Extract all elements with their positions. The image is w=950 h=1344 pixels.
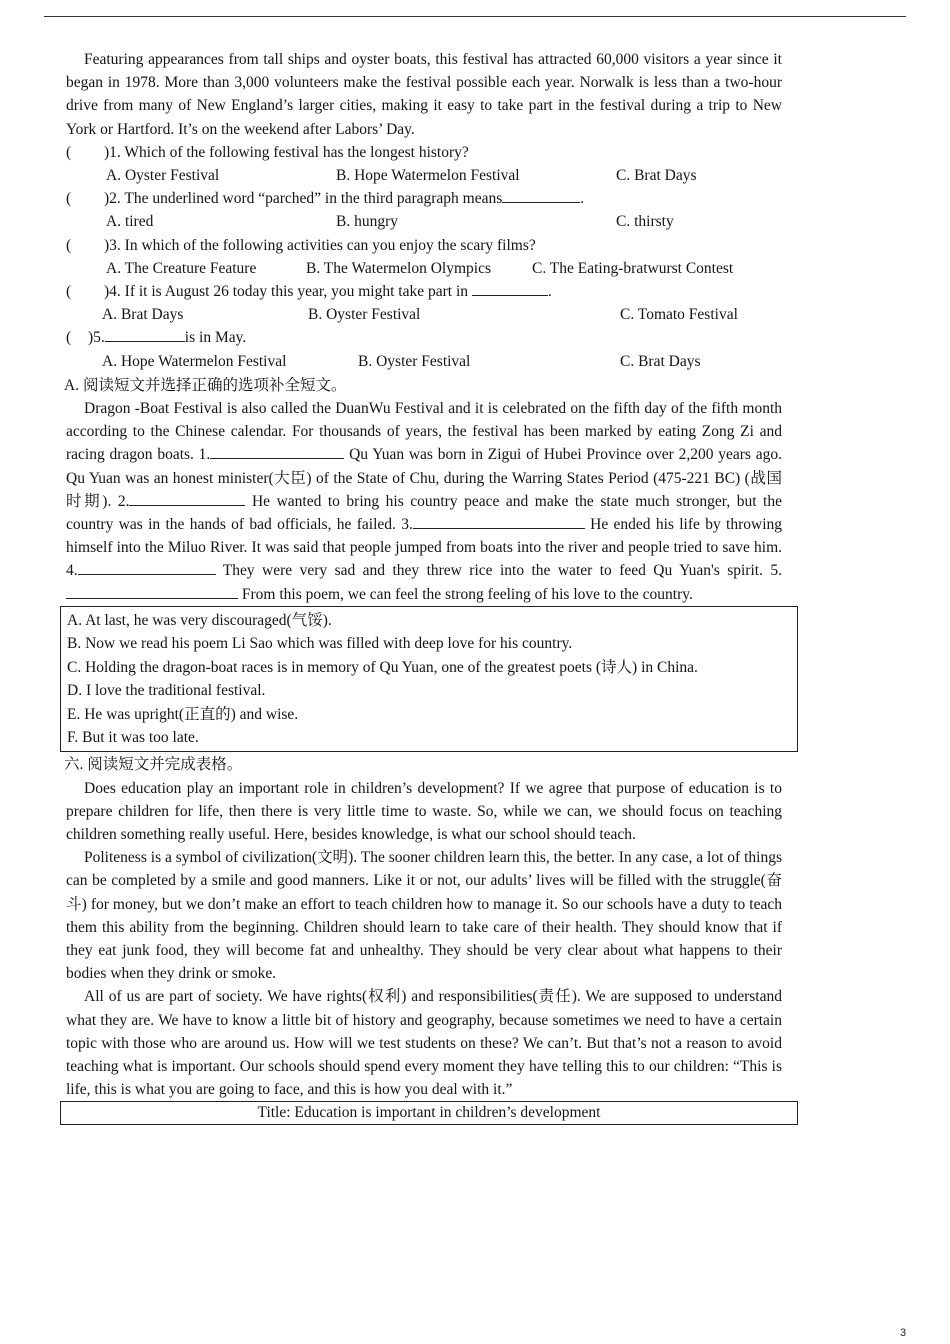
- option: A. The Creature Feature: [106, 259, 257, 277]
- answer-blank[interactable]: [502, 187, 580, 203]
- section-6-paragraph-3: All of us are part of society. We have rights(权利) and responsibilities(责任). We are supposed to understand what they are. We have to know a little bit of history and geography, because sometimes we need to have a certain topic with those who are around us. How will we test students on these? We can’t. But that’s not a reason to avoid teaching what is important. Our schools should spend every moment they have telling this to our children: “This is life, this is what you are going to face, and this is how you deal with it.”: [66, 988, 782, 1099]
- question-4: [66, 280, 782, 303]
- section-a-heading: A. 阅读短文并选择正确的选项补全短文。: [64, 376, 347, 394]
- page-number: 3: [900, 1327, 907, 1339]
- intro-paragraph: Featuring appearances from tall ships and oyster boats, this festival has attracted 60,000 visitors a year since it began in 1978. More than 3,000 volunteers make the festival possible each year. Norwalk is less than a two-hour drive from many of New England’s larger cities, making it easy to take part in the festival during a trip to New York or Hartford. It’s on the weekend after Labors’ Day.: [66, 51, 782, 138]
- section-6-paragraph-1: Does education play an important role in children’s development? If we agree that purpose of education is to prepare children for life, then there is very little time to waste. So, while we can, we should focus on teaching children something really useful. Here, besides knowledge, is what our school should teach.: [66, 779, 782, 843]
- question-stem: )1. Which of the following festival has the longest history?: [104, 143, 469, 161]
- question-3: [66, 234, 782, 257]
- question-5: [66, 326, 782, 349]
- question-2: [66, 187, 782, 210]
- option: C. thirsty: [616, 213, 674, 231]
- answer-bracket[interactable]: (: [66, 143, 72, 161]
- option: C. Brat Days: [620, 352, 701, 370]
- answer-bracket[interactable]: (: [66, 236, 72, 254]
- option: B. Oyster Festival: [308, 306, 421, 324]
- question-stem: )4. If it is August 26 today this year, you might take part in .: [104, 280, 552, 303]
- question-3-options: [66, 257, 782, 280]
- option: B. hungry: [336, 213, 398, 231]
- answer-bracket[interactable]: (: [66, 283, 72, 301]
- question-stem: )2. The underlined word “parched” in the third paragraph means .: [104, 187, 584, 210]
- option: B. Hope Watermelon Festival: [336, 167, 520, 185]
- option: C. Tomato Festival: [620, 306, 738, 324]
- question-list: [66, 141, 782, 373]
- answer-blank-1[interactable]: [210, 443, 344, 459]
- option: A. Hope Watermelon Festival: [102, 352, 287, 370]
- question-1: [66, 141, 782, 164]
- section-a-passage: Dragon -Boat Festival is also called the DuanWu Festival and it is celebrated on the fifth day of the fifth month according to the Chinese calendar. For thousands of years, the festival has been marked by eating Zong Zi and racing dragon boats. 1. Qu Yuan was born in Zigui of Hubei Province over 2,200 years ago. Qu Yuan was an honest minister(大臣) of the State of Chu, during the Warring States Period (475-221 BC) (战国时期). 2. He wanted to bring his country peace and make the state much stronger, but the country was in the hands of bad officials, he failed. 3. He ended his life by throwing himself into the Miluo River. It was said that people jumped from boats into the river and people tried to save him. 4. They were very sad and they threw rice into the water to feed Qu Yuan's spirit. 5. From this poem, we can feel the strong feeling of his love to the country.: [66, 400, 782, 603]
- option-e: E. He was upright(正直的) and wise.: [67, 705, 299, 723]
- section-6-heading: 六. 阅读短文并完成表格。: [64, 756, 243, 774]
- answer-bracket[interactable]: (: [66, 329, 72, 347]
- section-a-options-box: [60, 606, 798, 752]
- worksheet-page: [66, 48, 782, 1125]
- answer-blank-3[interactable]: [413, 513, 585, 529]
- answer-blank-4[interactable]: [78, 559, 216, 575]
- option-d: D. I love the traditional festival.: [67, 682, 266, 700]
- section-6-paragraph-2: Politeness is a symbol of civilization(文明). The sooner children learn this, the better. In any case, a lot of things can be completed by a smile and good manners. Like it or not, our adults’ lives will be filled with the struggle(奋斗) for money, but we don’t make an effort to teach children how to manage it. So our schools have a duty to teach them this ability from the beginning. Children should learn to take care of their health. They should know that if they eat junk food, they will become fat and unhealthy. They should be very clear about what happens to their bodies when they drink or smoke.: [66, 849, 782, 983]
- table-title: Title: Education is important in children’s development: [257, 1104, 601, 1122]
- option: B. Oyster Festival: [358, 352, 471, 370]
- question-1-options: [66, 164, 782, 187]
- option-a: A. At last, he was very discouraged(气馁).: [67, 611, 332, 629]
- table-title-box: [60, 1101, 798, 1125]
- option-b: B. Now we read his poem Li Sao which was filled with deep love for his country.: [67, 635, 573, 653]
- answer-blank-5[interactable]: [66, 583, 238, 599]
- option: B. The Watermelon Olympics: [306, 259, 492, 277]
- answer-blank[interactable]: [472, 280, 548, 296]
- question-4-options: [66, 303, 782, 326]
- top-rule: [44, 16, 906, 17]
- question-stem: )5. is in May.: [88, 326, 246, 349]
- option: C. The Eating-bratwurst Contest: [532, 259, 734, 277]
- option: A. Oyster Festival: [106, 167, 220, 185]
- option: A. tired: [106, 213, 154, 231]
- question-2-options: [66, 210, 782, 233]
- answer-bracket[interactable]: (: [66, 190, 72, 208]
- answer-blank-2[interactable]: [129, 490, 245, 506]
- answer-blank[interactable]: [105, 326, 185, 342]
- option: A. Brat Days: [102, 306, 184, 324]
- question-stem: )3. In which of the following activities can you enjoy the scary films?: [104, 236, 536, 254]
- option: C. Brat Days: [616, 167, 697, 185]
- option-f: F. But it was too late.: [67, 728, 199, 746]
- question-5-options: [66, 350, 782, 373]
- option-c: C. Holding the dragon-boat races is in memory of Qu Yuan, one of the greatest poets (诗人) in China.: [67, 658, 698, 676]
